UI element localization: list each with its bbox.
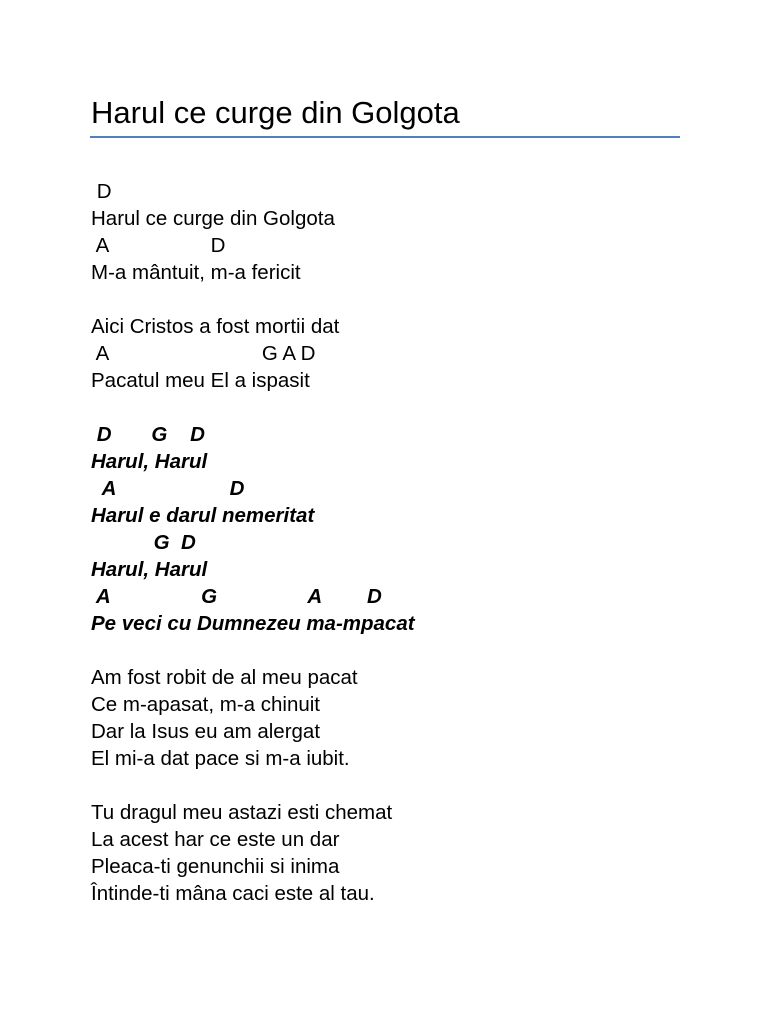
- lyric-line: Pleaca-ti genunchii si inima: [91, 855, 340, 878]
- blank-line: [91, 286, 711, 313]
- chorus-chord-line: A D: [91, 477, 245, 500]
- chorus-lyric-line: Harul e darul nemeritat: [91, 504, 315, 527]
- lyric-line: Am fost robit de al meu pacat: [91, 666, 358, 689]
- blank-line: [91, 637, 711, 664]
- lyric-line: Ce m-apasat, m-a chinuit: [91, 693, 321, 716]
- blank-line: [91, 772, 711, 799]
- lyric-line: Întinde-ti mâna caci este al tau.: [91, 882, 375, 905]
- chord-line: A D: [91, 234, 226, 257]
- lyric-line: Aici Cristos a fost mortii dat: [91, 315, 340, 338]
- page-title: Harul ce curge din Golgota: [91, 95, 460, 130]
- lyric-line: Dar la Isus eu am alergat: [91, 720, 321, 743]
- lyric-line: M-a mântuit, m-a fericit: [91, 261, 301, 284]
- title-divider: [90, 136, 680, 138]
- lyric-line: Harul ce curge din Golgota: [91, 207, 335, 230]
- blank-line: [91, 394, 711, 421]
- lyric-line: La acest har ce este un dar: [91, 828, 340, 851]
- chord-line: D: [91, 180, 112, 203]
- song-body: [91, 178, 711, 907]
- chorus-chord-line: G D: [91, 531, 196, 554]
- chorus-chord-line: D G D: [91, 423, 205, 446]
- chorus-chord-line: A G A D: [91, 585, 382, 608]
- chorus-lyric-line: Harul, Harul: [91, 558, 208, 581]
- chord-line: A G A D: [91, 342, 316, 365]
- lyric-line: Tu dragul meu astazi esti chemat: [91, 801, 393, 824]
- lyric-line: El mi-a dat pace si m-a iubit.: [91, 747, 350, 770]
- lyric-line: Pacatul meu El a ispasit: [91, 369, 310, 392]
- chorus-lyric-line: Pe veci cu Dumnezeu ma-mpacat: [91, 612, 415, 635]
- chorus-lyric-line: Harul, Harul: [91, 450, 208, 473]
